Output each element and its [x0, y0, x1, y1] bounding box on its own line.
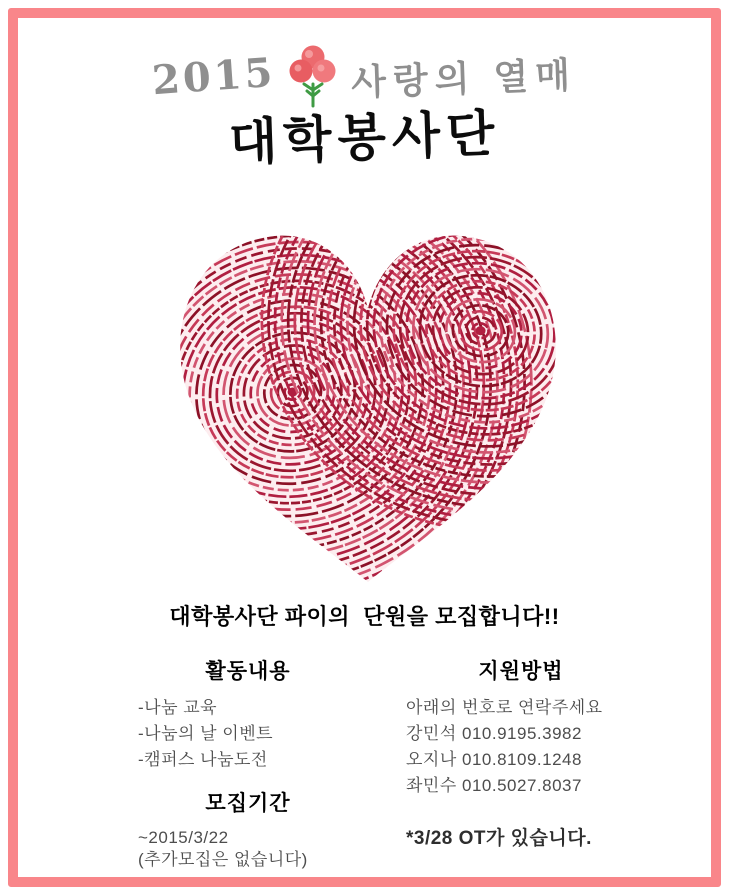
apply-intro: 아래의 번호로 연락주세요 [406, 698, 603, 717]
contact-phone: 010.9195.3982 [462, 724, 582, 743]
activity-item: -캠퍼스 나눔도전 [138, 750, 268, 769]
contact-name: 강민석 [406, 724, 457, 743]
ot-note: *3/28 OT가 있습니다. [406, 828, 592, 849]
brand-campaign-text: 사랑의 열매 [350, 53, 578, 103]
left-column [138, 655, 390, 871]
contact-row [406, 721, 691, 747]
activity-item: -나눔 교육 [138, 698, 218, 717]
poster-title: 대학봉사단 [227, 105, 502, 171]
contact-row [406, 747, 691, 773]
recruit-headline: 대학봉사단 파이의 단원을 모집합니다!! [169, 604, 560, 629]
contact-row [406, 773, 691, 799]
contact-phone: 010.5027.8037 [462, 776, 582, 795]
contact-name: 좌민수 [406, 776, 457, 795]
contact-phone: 010.8109.1248 [462, 750, 582, 769]
period-note: (추가모집은 없습니다) [138, 850, 308, 869]
brand-year-text: 2015 [150, 48, 277, 104]
fingerprint-heart-image [156, 190, 580, 594]
activity-item: -나눔의 날 이벤트 [138, 724, 274, 743]
period-deadline: ~2015/3/22 [138, 828, 229, 847]
right-column [406, 655, 691, 850]
activities-header: 활동내용 [205, 660, 291, 683]
period-header: 모집기간 [205, 792, 291, 815]
apply-header: 지원방법 [478, 660, 564, 683]
contact-name: 오지나 [406, 750, 457, 769]
